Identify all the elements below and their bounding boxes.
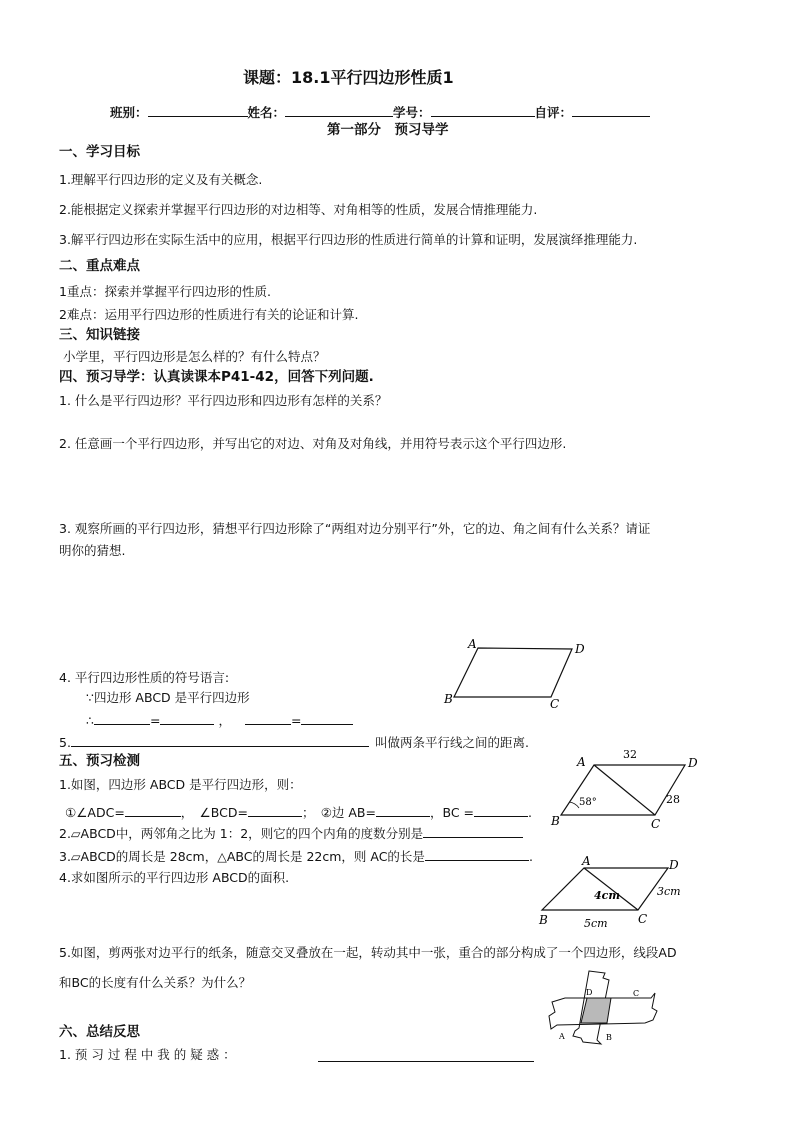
- key-point: 1重点：探索并掌握平行四边形的性质.: [59, 284, 271, 299]
- fig3-label-c: C: [638, 912, 648, 926]
- objective-1: 1.理解平行四边形的定义及有关概念.: [59, 172, 263, 187]
- question-4-4-given: ∵四边形 ABCD 是平行四边形: [86, 690, 250, 705]
- fig2-label-d: D: [688, 756, 698, 770]
- question-4-4: 4. 平行四边形性质的符号语言:: [59, 670, 230, 685]
- section-1-heading: 一、学习目标: [59, 144, 140, 160]
- fig4-label-b: B: [606, 1033, 612, 1042]
- fig4-label-d: D: [586, 988, 593, 997]
- section-5-heading: 五、预习检测: [59, 753, 140, 769]
- class-label: 班别：: [110, 105, 148, 120]
- question-5-1-blanks: ①∠ADC= ， ∠BCD= ； ②边 AB= ，BC = .: [65, 805, 532, 820]
- parallelogram-figure-1: [440, 636, 590, 711]
- fig1-label-a: A: [468, 637, 477, 651]
- objective-2: 2.能根据定义探索并掌握平行四边形的对边相等、对角相等的性质，发展合情推理能力.: [59, 202, 538, 217]
- student-info-line: [110, 103, 650, 121]
- section-4-heading: 四、预习导学：认真读课本P41-42，回答下列问题.: [59, 369, 374, 385]
- fig2-angle-b: 58°: [579, 797, 597, 808]
- question-4-3-line1: 3. 观察所画的平行四边形，猜想平行四边形除了“两组对边分别平行”外，它的边、角之间有什么关系？请证: [59, 521, 651, 536]
- fig2-side-dc: 28: [666, 793, 680, 806]
- blank-4-4-d[interactable]: [301, 711, 353, 725]
- knowledge-link-text: 小学里，平行四边形是怎么样的？有什么特点？: [63, 349, 326, 364]
- eval-label: 自评：: [534, 105, 573, 120]
- blank-4-4-c[interactable]: [245, 711, 291, 725]
- blank-4-4-a[interactable]: [94, 711, 150, 725]
- question-5-5-line1: 5.如图，剪两张对边平行的纸条，随意交叉叠放在一起，转动其中一张，重合的部分构成了一个四边形，线段AD: [59, 945, 677, 960]
- fig3-base: 5cm: [584, 917, 608, 930]
- fig3-side: 3cm: [657, 885, 681, 898]
- section-6-heading: 六、总结反思: [59, 1024, 140, 1040]
- class-blank[interactable]: [148, 103, 248, 117]
- fig2-label-c: C: [651, 817, 661, 831]
- blank-ab[interactable]: [376, 803, 430, 817]
- question-4-1: 1. 什么是平行四边形？平行四边形和四边形有怎样的关系？: [59, 393, 388, 408]
- question-5-3: 3.▱ABCD的周长是 28cm，△ABC的周长是 22cm，则 AC的长是 .: [59, 849, 533, 864]
- page-title: 课题：18.1平行四边形性质1: [243, 68, 454, 87]
- fig4-label-a: A: [559, 1032, 565, 1041]
- question-5-1: 1.如图，四边形 ABCD 是平行四边形，则：: [59, 777, 302, 792]
- fig3-label-d: D: [669, 858, 679, 872]
- question-4-5: 5. 叫做两条平行线之间的距离.: [59, 735, 529, 750]
- blank-bcd[interactable]: [248, 803, 302, 817]
- number-label: 学号：: [393, 105, 431, 120]
- blank-adc[interactable]: [125, 803, 181, 817]
- reflection-question: 1. 预 习 过 程 中 我 的 疑 惑 ：: [59, 1047, 236, 1062]
- name-label: 姓名：: [247, 105, 286, 120]
- overlapping-strips-figure: [545, 968, 660, 1048]
- blank-5-3[interactable]: [425, 847, 529, 861]
- blank-4-4-b[interactable]: [160, 711, 214, 725]
- number-blank[interactable]: [431, 103, 535, 117]
- fig3-height: 4cm: [594, 889, 620, 902]
- name-blank[interactable]: [285, 103, 393, 117]
- objective-3: 3.解平行四边形在实际生活中的应用，根据平行四边形的性质进行简单的计算和证明，发展演绎推理能力.: [59, 232, 638, 247]
- part-heading: 第一部分 预习导学: [327, 122, 449, 138]
- question-4-4-conclusion: ∴ = ， =: [86, 711, 353, 729]
- section-2-heading: 二、重点难点: [59, 258, 140, 274]
- difficult-point: 2难点：运用平行四边形的性质进行有关的论证和计算.: [59, 307, 359, 322]
- fig4-label-c: C: [633, 989, 640, 998]
- eval-blank[interactable]: [572, 103, 650, 117]
- section-3-heading: 三、知识链接: [59, 327, 140, 343]
- fig1-label-d: D: [575, 642, 585, 656]
- fig3-label-b: B: [539, 913, 548, 927]
- question-5-5-line2: 和BC的长度有什么关系？为什么？: [59, 975, 252, 990]
- fig1-label-b: B: [444, 692, 453, 706]
- fig3-label-a: A: [582, 854, 591, 868]
- fig2-side-ad: 32: [623, 748, 637, 761]
- parallelogram-figure-3: [536, 852, 686, 932]
- blank-5-2[interactable]: [423, 824, 523, 838]
- reflection-blank[interactable]: [318, 1061, 534, 1062]
- fig1-label-c: C: [550, 697, 560, 711]
- blank-bc[interactable]: [474, 803, 528, 817]
- fig2-label-a: A: [577, 755, 586, 769]
- parallelogram-figure-2: [548, 746, 708, 831]
- question-4-3-line2: 明你的猜想.: [59, 543, 126, 558]
- blank-4-5[interactable]: [71, 733, 369, 747]
- question-5-2: 2.▱ABCD中，两邻角之比为 1：2，则它的四个内角的度数分别是: [59, 824, 523, 842]
- question-4-2: 2. 任意画一个平行四边形，并写出它的对边、对角及对角线，并用符号表示这个平行四边形.: [59, 436, 567, 451]
- question-5-4: 4.求如图所示的平行四边形 ABCD的面积.: [59, 870, 290, 885]
- fig2-label-b: B: [551, 814, 560, 828]
